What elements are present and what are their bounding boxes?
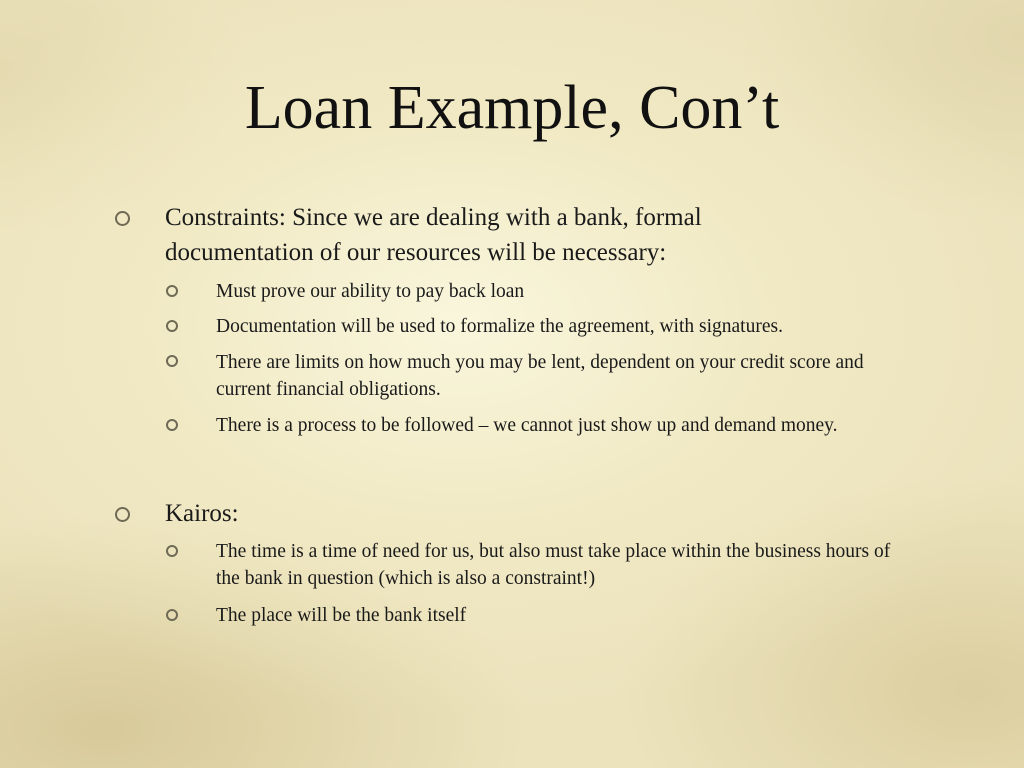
bullet-text: Kairos: — [165, 500, 239, 527]
circle-bullet-icon — [166, 355, 178, 367]
circle-bullet-icon — [166, 419, 178, 431]
sub-bullet-text: The place will be the bank itself — [216, 605, 467, 626]
sub-bullet-text: Documentation will be used to formalize the agreement, with signatures. — [216, 316, 783, 337]
circle-bullet-icon — [166, 285, 178, 297]
bullet-text: Constraints: Since we are dealing with a bank, formal documentation of our resources will be necessary: — [165, 204, 702, 266]
circle-bullet-icon — [166, 609, 178, 621]
circle-bullet-icon — [166, 320, 178, 332]
circle-bullet-icon — [115, 211, 130, 226]
sub-bullet-text: There are limits on how much you may be lent, dependent on your credit score and current financial obligations. — [216, 352, 864, 400]
circle-bullet-icon — [166, 545, 178, 557]
sub-bullet-text: Must prove our ability to pay back loan — [216, 281, 525, 302]
slide-title: Loan Example, Con’t — [244, 74, 780, 142]
sub-bullet-text: There is a process to be followed – we cannot just show up and demand money. — [216, 415, 838, 436]
sub-bullet-text: The time is a time of need for us, but also must take place within the business hours of the bank in question (which is also a constraint!) — [216, 541, 891, 589]
circle-bullet-icon — [115, 507, 130, 522]
